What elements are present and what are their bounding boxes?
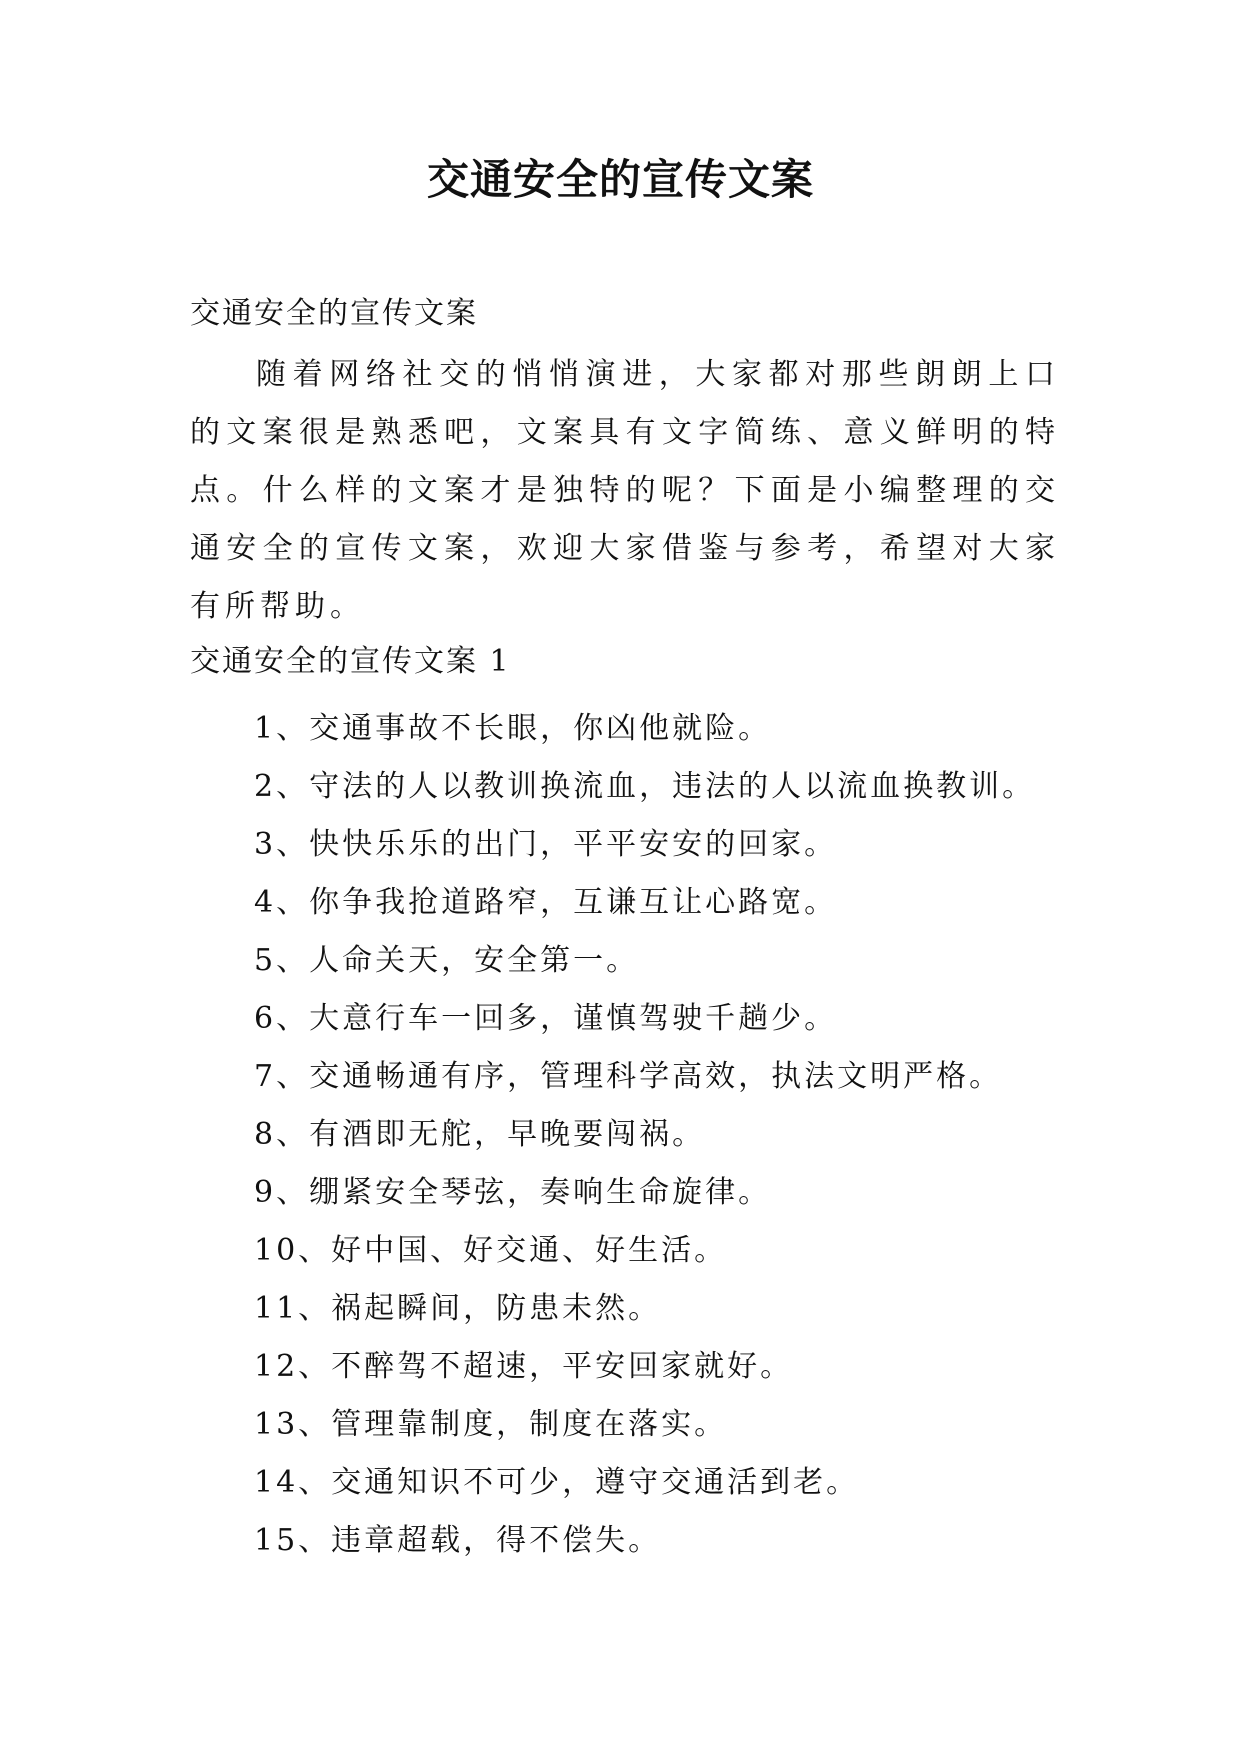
intro-paragraph: 随着网络社交的悄悄演进，大家都对那些朗朗上口的文案很是熟悉吧，文案具有文字简练、意义鲜明的特点。什么样的文案才是独特的呢？下面是小编整理的交通安全的宣传文案，欢迎大家借鉴与参考，希望对大家有所帮助。 <box>190 357 1060 624</box>
list-item: 14、交通知识不可少，遵守交通活到老。 <box>254 1465 860 1500</box>
list-item: 5、人命关天，安全第一。 <box>254 943 640 978</box>
list-item: 3、快快乐乐的出门，平平安安的回家。 <box>254 827 838 862</box>
list-item: 2、守法的人以教训换流血，违法的人以流血换教训。 <box>254 769 1036 804</box>
list-item: 6、大意行车一回多，谨慎驾驶千趟少。 <box>254 1001 838 1036</box>
list-item: 13、管理靠制度，制度在落实。 <box>254 1407 728 1442</box>
page-title: 交通安全的宣传文案 <box>426 155 814 204</box>
document-subtitle: 交通安全的宣传文案 <box>190 296 478 331</box>
list-item: 8、有酒即无舵，早晚要闯祸。 <box>254 1117 706 1152</box>
slogan-list <box>254 700 1035 1570</box>
section-heading: 交通安全的宣传文案 1 <box>190 644 511 679</box>
list-item: 7、交通畅通有序，管理科学高效，执法文明严格。 <box>254 1059 1003 1094</box>
list-item: 10、好中国、好交通、好生活。 <box>254 1233 728 1268</box>
list-item: 11、祸起瞬间，防患未然。 <box>254 1291 662 1326</box>
list-item: 15、违章超载，得不偿失。 <box>254 1523 662 1558</box>
list-item: 1、交通事故不长眼，你凶他就险。 <box>254 711 772 746</box>
list-item: 9、绷紧安全琴弦，奏响生命旋律。 <box>254 1175 772 1210</box>
list-item: 12、不醉驾不超速，平安回家就好。 <box>254 1349 794 1384</box>
list-item: 4、你争我抢道路窄，互谦互让心路宽。 <box>254 885 838 920</box>
